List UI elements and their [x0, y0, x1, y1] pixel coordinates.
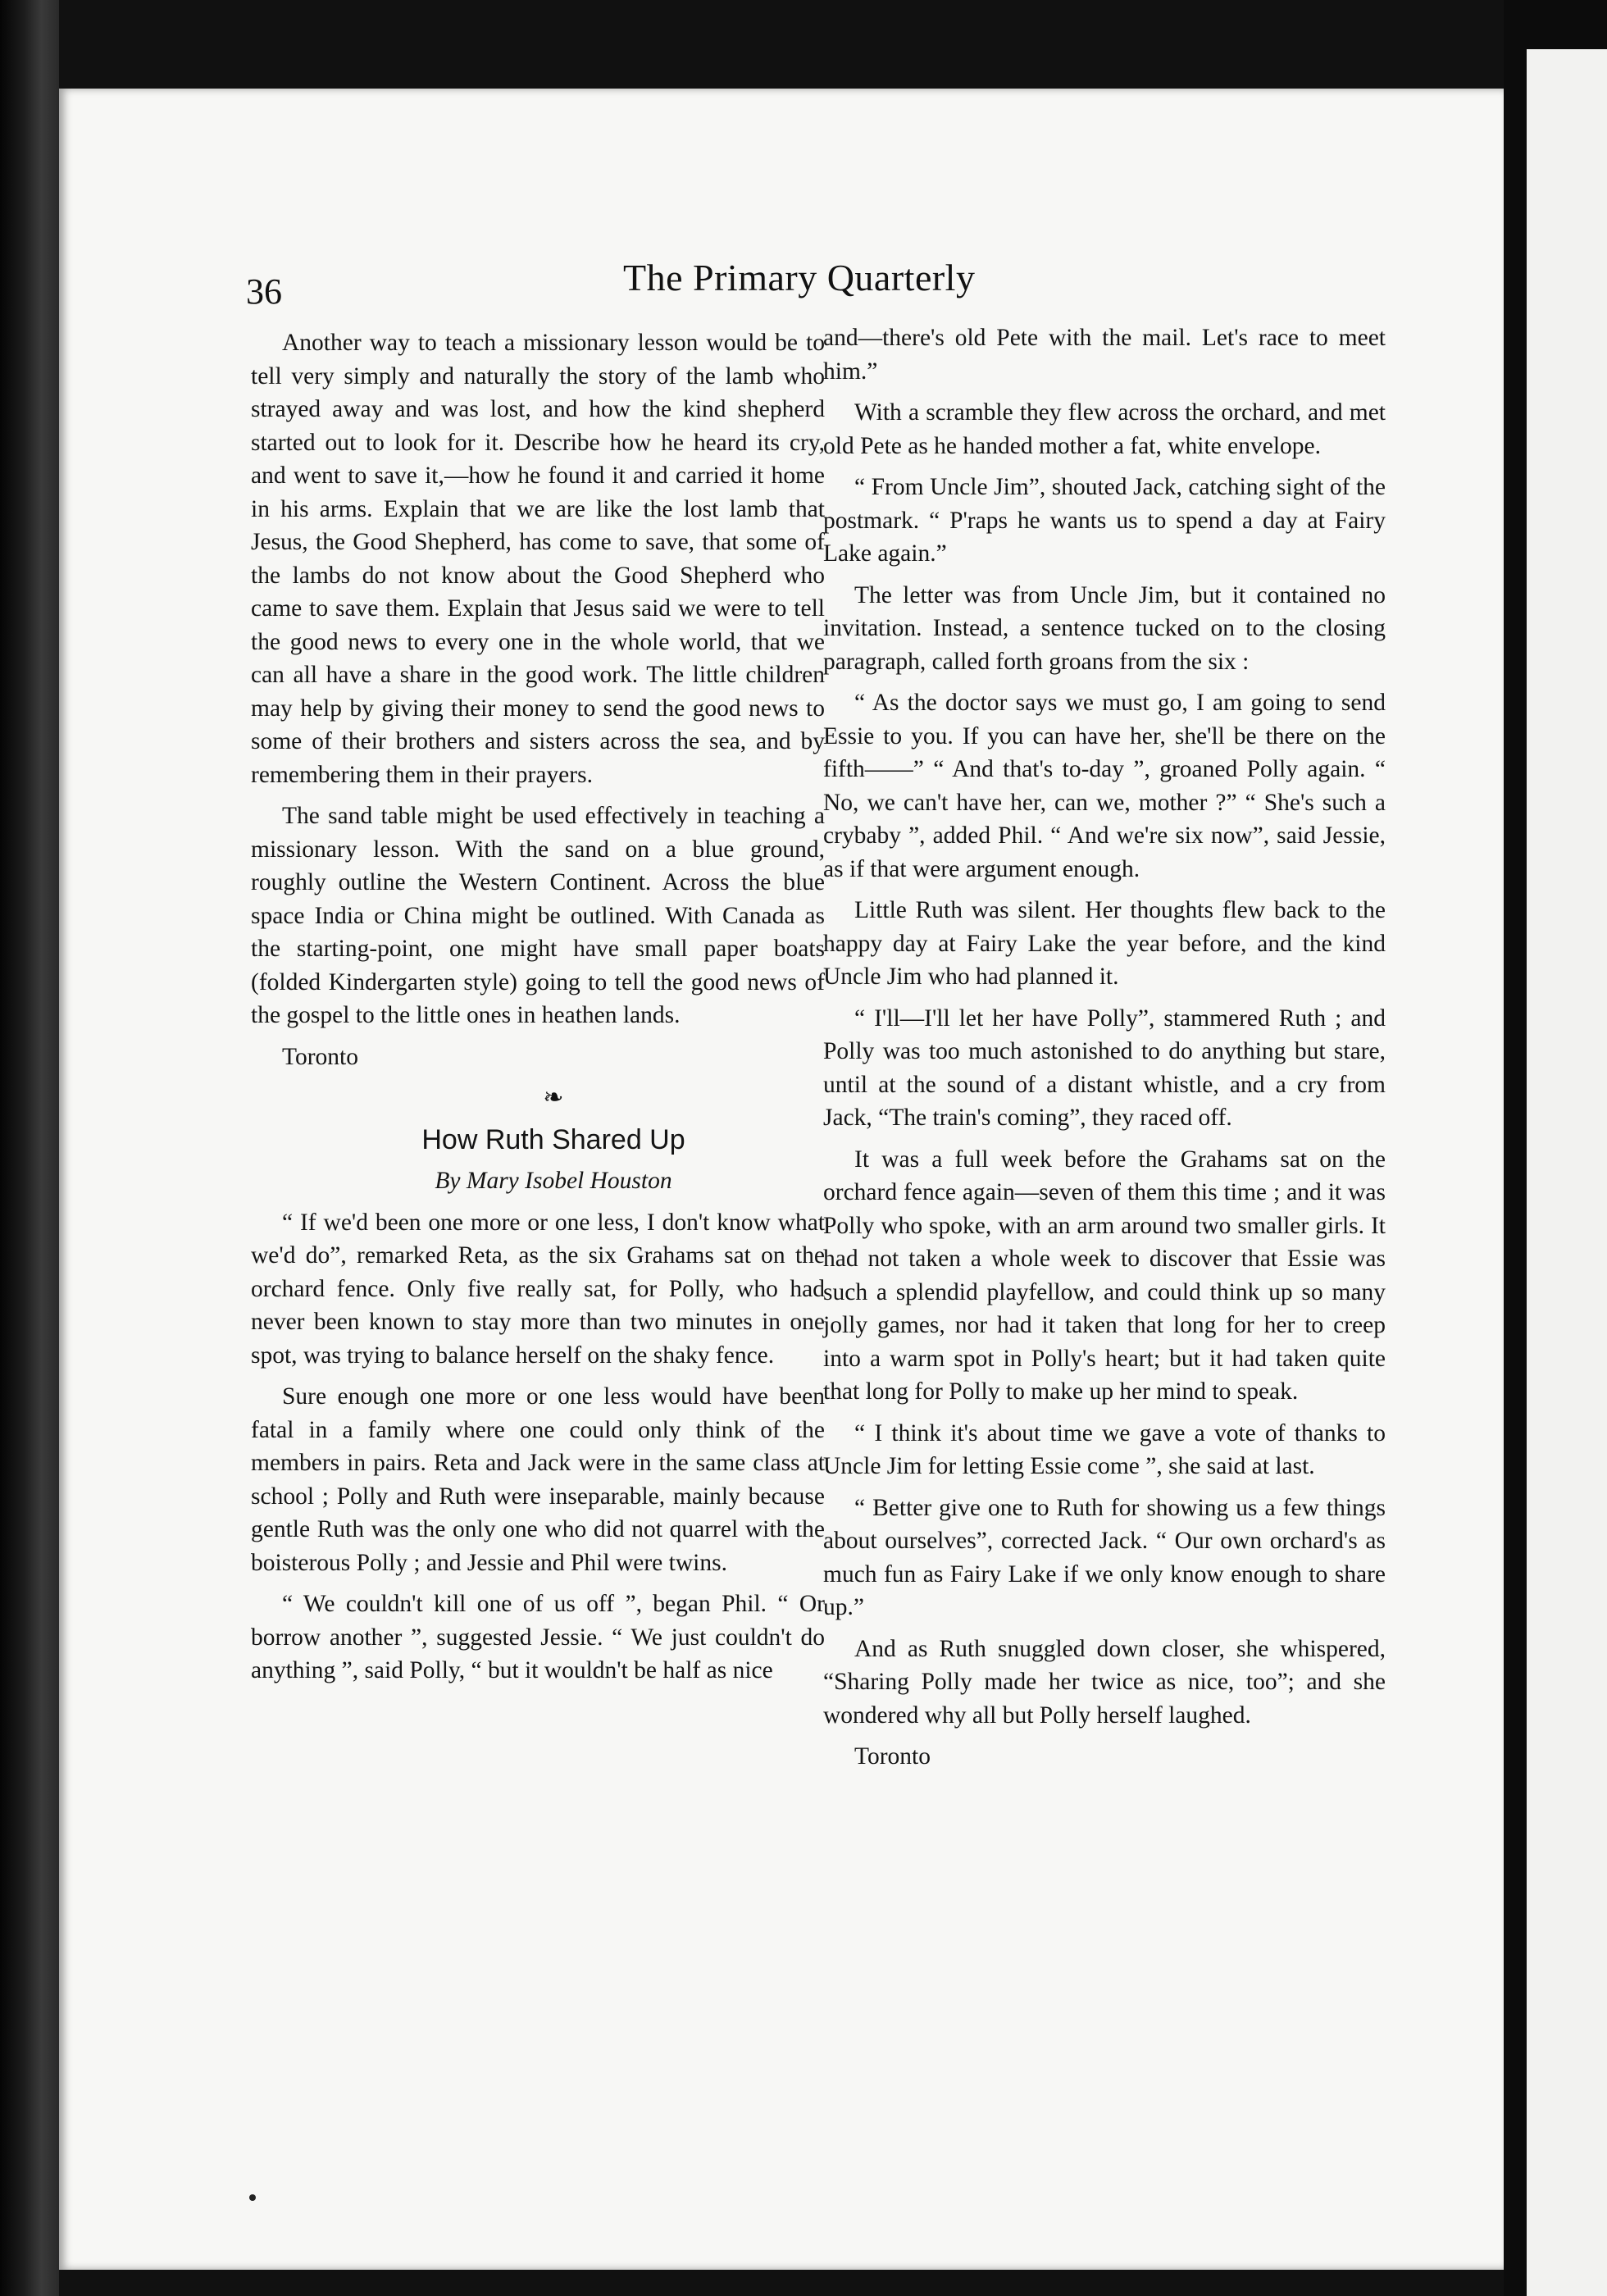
- paragraph: “ As the doctor says we must go, I am going to send Essie to you. If you can have her, she'll be there on the fifth——” “ And that's to-day ”, groaned Polly again. “ No, we can't have her, can we, mother ?” “ She's such a crybaby ”, added Phil. “ And we're six now”, said Jessie, as if that were argument enough.: [823, 690, 1386, 882]
- paragraph: Sure enough one more or one less would have been fatal in a family where one could only think of the members in pairs. Reta and Jack were in the same class at school ; Polly and Ruth were inseparable, mainly because gentle Ruth was the only one who did not quarrel with the boisterous Polly ; and Jessie and Phil were twins.: [251, 1383, 825, 1576]
- page-header: [246, 246, 1394, 312]
- paragraph: “ I'll—I'll let her have Polly”, stammered Ruth ; and Polly was too much astonished to do anything but stare, until at the sound of a distant whistle, and a cry from Jack, “The train's coming”, they raced off.: [823, 1004, 1386, 1131]
- paragraph: “ From Uncle Jim”, shouted Jack, catching sight of the postmark. “ P'raps he wants us to spend a day at Fairy Lake again.”: [823, 474, 1386, 567]
- paragraph: “ I think it's about time we gave a vote of thanks to Uncle Jim for letting Essie come ”, she said at last.: [823, 1419, 1386, 1479]
- paragraph: “ If we'd been one more or one less, I don't know what we'd do”, remarked Reta, as the six Grahams sat on the orchard fence. Only five really sat, for Polly, who had never been known to stay more than two minutes in one spot, was trying to balance herself on the shaky fence.: [251, 1209, 825, 1369]
- page-number: 36: [246, 271, 282, 312]
- ornament-divider: ❧: [543, 1084, 564, 1111]
- paragraph: Another way to teach a missionary lesson would be to tell very simply and naturally the story of the lamb who strayed away and was lost, and how the kind shepherd started out to look for it. Describe how he heard its cry, and went to save it,—how he found it and carried it home in his arms. Explain that we are like the lost lamb that Jesus, the Good Shepherd, has come to save, that some of the lambs do not know about the Good Shepherd who came to save them. Explain that Jesus said we were to tell the good news to every one in the whole world, that we can all have a share in the good work. The little children may help by giving their money to send the good news to some of their brothers and sisters across the sea, and by remembering them in their prayers.: [251, 330, 825, 788]
- facing-page-edge: [1527, 49, 1607, 2296]
- scan-speck: [249, 2194, 256, 2201]
- paragraph: The sand table might be used effectively in teaching a missionary lesson. With the sand on a blue ground, roughly outline the Western Continent. Across the blue space India or China might be outlined. With Canada as the starting-point, one might have small paper boats (folded Kindergarten style) going to tell the good news of the gospel to the little ones in heathen lands.: [251, 803, 825, 1028]
- paragraph: It was a full week before the Grahams sat on the orchard fence again—seven of them this time ; and it was Polly who spoke, with an arm around two smaller girls. It had not taken a whole week to discover that Essie was such a splendid playfellow, and could think up so many jolly games, nor had it taken that long for her to creep into a warm spot in Polly's heart; but it had taken quite that long for Polly to make up her mind to speak.: [823, 1146, 1386, 1405]
- place-signature: Toronto: [282, 1043, 358, 1070]
- scan-binding-edge: [0, 0, 59, 2296]
- right-column: [823, 321, 1386, 1782]
- paragraph: The letter was from Uncle Jim, but it contained no invitation. Instead, a sentence tucked on to the closing paragraph, called forth groans from the six :: [823, 581, 1386, 675]
- paragraph: and—there's old Pete with the mail. Let's race to meet him.”: [823, 325, 1386, 385]
- story-title: How Ruth Shared Up: [421, 1123, 685, 1155]
- paragraph: With a scramble they flew across the orchard, and met old Pete as he handed mother a fat, white envelope.: [823, 399, 1386, 459]
- left-column: [251, 326, 825, 1696]
- paragraph: “ Better give one to Ruth for showing us a few things about ourselves”, corrected Jack. “ Our own orchard's as much fun as Fairy Lake if we only know enough to share up.”: [823, 1494, 1386, 1620]
- running-title: The Primary Quarterly: [623, 257, 976, 298]
- paragraph: “ We couldn't kill one of us off ”, began Phil. “ Or borrow another ”, suggested Jessie. “ We just couldn't do anything ”, said Polly, “ but it wouldn't be half as nice: [251, 1591, 825, 1683]
- paragraph: And as Ruth snuggled down closer, she whispered, “Sharing Polly made her twice as nice, too”; and she wondered why all but Polly herself laughed.: [823, 1635, 1386, 1729]
- byline: By Mary Isobel Houston: [435, 1168, 672, 1194]
- place-signature: Toronto: [854, 1743, 931, 1770]
- paragraph: Little Ruth was silent. Her thoughts flew back to the happy day at Fairy Lake the year before, and the kind Uncle Jim who had planned it.: [823, 897, 1386, 990]
